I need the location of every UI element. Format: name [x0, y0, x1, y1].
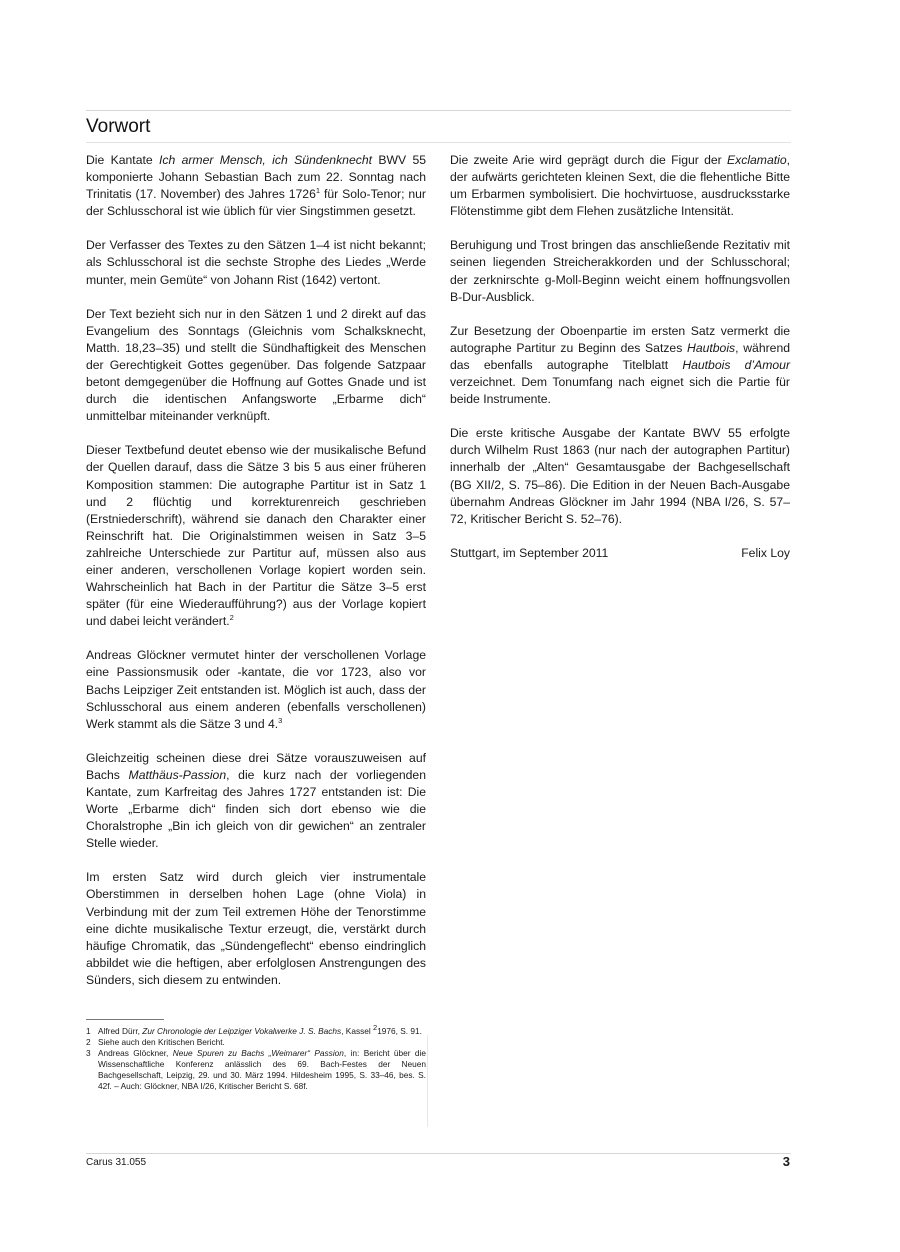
paragraph: Zur Besetzung der Oboenpartie im ersten Satz vermerkt die autographe Partitur zu Beginn des Satzes Hautbois, während das ebenfalls autographe Titelblatt Hautbois d’Amour verzeichnet. Dem Tonumfang nach eignet sich die Partie für beide Instrumente. — [450, 323, 791, 407]
footnote — [86, 1048, 426, 1092]
header-rule — [86, 110, 791, 111]
paragraph: Gleichzeitig scheinen diese drei Sätze vorauszuweisen auf Bachs Matthäus-Passion, die kurz nach der vorliegenden Kantate, zum Karfreitag des Jahres 1727 entstanden ist: Die Worte „Erbarme dich“ finden sich dort ebenso wie die Choralstrophe „Bin ich gleich von dir gewichen“ an zentraler Stelle wieder. — [86, 750, 426, 851]
column-divider — [427, 1035, 428, 1127]
footnote-text: Siehe auch den Kritischen Bericht. — [98, 1037, 225, 1048]
signature-line — [450, 545, 790, 562]
publisher-reference: Carus 31.055 — [86, 1157, 147, 1168]
paragraph: Der Verfasser des Textes zu den Sätzen 1–4 ist nicht bekannt; als Schlusschoral ist die sechste Strophe des Liedes „Werde munter, mein Gemüte“ von Johann Rist (1642) vertont. — [86, 238, 426, 287]
footnote-text: Andreas Glöckner, Neue Spuren zu Bachs „Weimarer“ Passion, in: Bericht über die Wissenschaftliche Konferenz anlässlich des 69. Bach-Festes der Neuen Bachgesellschaft, Leipzig, 29. und 30. März 1994. Hildesheim 1995, S. 33–46, bes. S. 42f. – Auch: Glöckner, NBA I/26, Kritischer Bericht S. 68f. — [98, 1048, 426, 1092]
title-rule — [86, 142, 791, 143]
paragraph: Im ersten Satz wird durch gleich vier instrumentale Oberstimmen in derselben hohen Lage (ohne Viola) in Verbindung mit der zum Teil extremen Höhe der Tenorstimme eine dichte musikalische Textur erzeugt, die, verstärkt durch häufige Chromatik, das „Sündengeflecht“ ebenso eindringlich abbildet wie die heftigen, aber erfolglosen Anstrengungen des Sünders, sich diesem zu entwinden. — [86, 870, 426, 987]
place-date: Stuttgart, im September 2011 — [450, 545, 609, 560]
footnote-text: Alfred Dürr, Zur Chronologie der Leipziger Vokalwerke J. S. Bachs, Kassel $^2$1976, S. 91. — [98, 1023, 422, 1036]
paragraph: Beruhigung und Trost bringen das anschließende Rezitativ mit seinen liegenden Streicherakkorden und der Schlusschoral; der zerknirschte g-Moll-Beginn weicht einem hoffnungsvollen B-Dur-Ausblick. — [450, 238, 790, 304]
footnotes — [86, 1023, 426, 1093]
footnote-number: 1 — [86, 1026, 91, 1036]
page-number: 3 — [782, 1154, 790, 1169]
footer-rule — [86, 1153, 791, 1154]
paragraph: Die erste kritische Ausgabe der Kantate BWV 55 erfolgte durch Wilhelm Rust 1863 (nur nach der autographen Partitur) innerhalb der „Alten“ Gesamtausgabe der Bachgesellschaft (BG XII/2, S. 75–86). Die Edition in der Neuen Bach-Ausgabe übernahm Andreas Glöckner im Jahr 1994 (NBA I/26, S. 57–72, Kritischer Bericht S. 52–76). — [450, 426, 790, 526]
author-name: Felix Loy — [741, 545, 790, 560]
paragraph: Der Text bezieht sich nur in den Sätzen 1 und 2 direkt auf das Evangelium des Sonntags (Gleichnis vom Schalksknecht, Matth. 18,23–35) und stellt die Sündhaftigkeit des Menschen der Gerechtigkeit Gottes gegenüber. Das folgende Satzpaar betont demgegenüber die Hoffnung auf Gottes Gnade und ist durch die identischen Anfangsworte „Erbarme dich“ unmittelbar miteinander verknüpft. — [86, 306, 426, 424]
footnote-number: 3 — [86, 1048, 91, 1059]
paragraph: Andreas Glöckner vermutet hinter der verschollenen Vorlage eine Passionsmusik oder -kantate, die vor 1723, also vor Bachs Leipziger Zeit entstanden ist. Möglich ist auch, dass der Schlusschoral aus einem anderen (ebenfalls verschollenen) Werk stammt als die Sätze 3 und 4.$^3$ — [86, 648, 426, 731]
paragraph: Die Kantate Ich armer Mensch, ich Sündenknecht BWV 55 komponierte Johann Sebastian Bach zum 22. Sonntag nach Trinitatis (17. November) des Jahres 1726$^1$ für Solo-Tenor; nur der Schlusschoral ist wie üblich für vier Singstimmen gesetzt. — [86, 153, 426, 219]
paragraph: Dieser Textbefund deutet ebenso wie der musikalische Befund der Quellen darauf, dass die Sätze 3 bis 5 aus einer früheren Komposition stammen: Die autographe Partitur ist in Satz 1 und 2 flüchtig und korrekturenreich geschrieben (Erstniederschrift), während sie danach den Charakter einer Reinschrift hat. Die Originalstimmen weisen in Satz 3–5 zahlreiche Unterschiede zur Partitur auf, müssen also aus einer anderen, verschollenen Vorlage kopiert worden sein. Wahrscheinlich hat Bach in der Partitur die Sätze 3–5 erst später (für eine Wiederaufführung?) aus der Vorlage kopiert und dabei leicht verändert.$^2$ — [86, 443, 426, 629]
footnote — [86, 1023, 426, 1037]
right-column — [450, 152, 790, 562]
footnote-number: 2 — [86, 1037, 91, 1048]
footnote-rule — [86, 1019, 164, 1020]
page-title: Vorwort — [86, 116, 151, 137]
footnote — [86, 1037, 426, 1048]
left-column — [86, 152, 426, 989]
paragraph: Die zweite Arie wird geprägt durch die Figur der Exclamatio, der aufwärts gerichteten kleinen Sext, die die flehentliche Bitte um Erbarmen symbolisiert. Die hochvirtuose, ausdrucksstarke Flötenstimme gibt dem Flehen zusätzliche Intensität. — [450, 153, 790, 219]
